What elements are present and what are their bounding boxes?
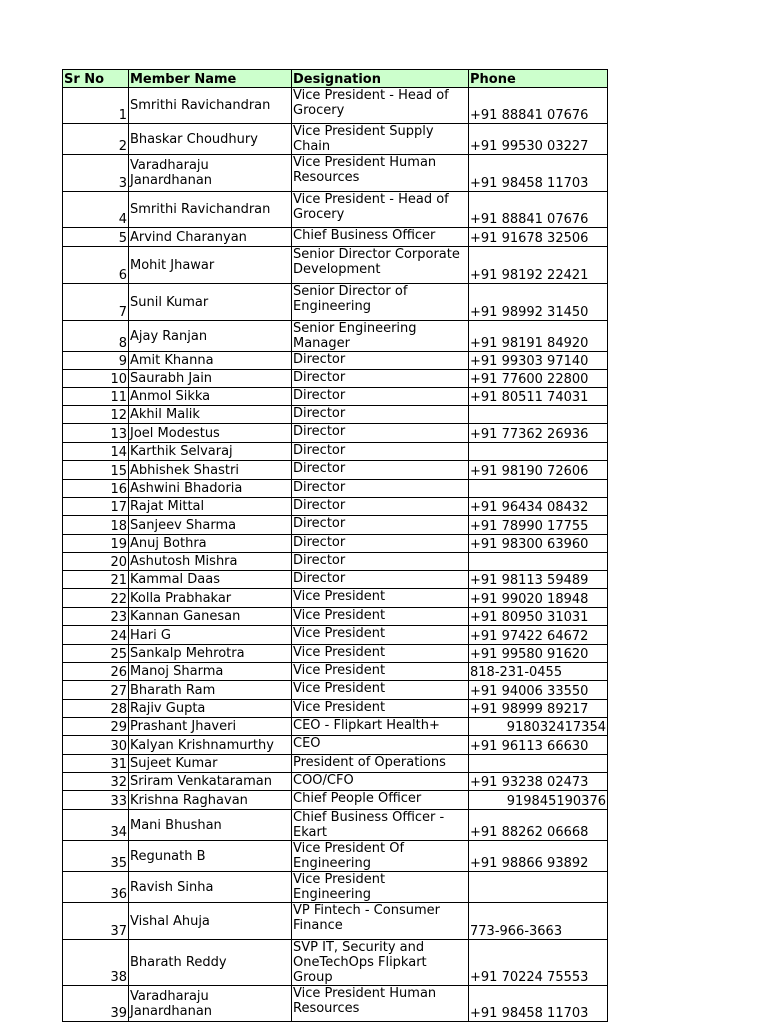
member-name-cell: Rajat Mittal	[129, 498, 292, 516]
sr-no-cell: 31	[63, 755, 129, 773]
member-name-cell: Vishal Ahuja	[129, 903, 292, 940]
designation-cell: Vice President Supply Chain	[292, 124, 469, 155]
table-row	[63, 228, 608, 247]
header-sr-no: Sr No	[63, 70, 129, 88]
designation-cell: Director	[292, 480, 469, 498]
phone-cell: +91 98113 59489	[469, 571, 608, 589]
member-name-cell: Hari G	[129, 626, 292, 645]
phone-cell: +91 80950 31031	[469, 608, 608, 626]
sr-no-cell: 20	[63, 553, 129, 571]
sr-no-cell: 25	[63, 645, 129, 663]
phone-cell: +91 88841 07676	[469, 88, 608, 124]
designation-cell: Vice President Engineering	[292, 872, 469, 903]
member-name-cell: Sunil Kumar	[129, 284, 292, 321]
member-name-cell: Ashwini Bhadoria	[129, 480, 292, 498]
header-row	[63, 70, 608, 88]
designation-cell: Director	[292, 461, 469, 480]
phone-cell: +91 98458 11703	[469, 986, 608, 1022]
table-row	[63, 498, 608, 516]
designation-cell: Chief Business Officer	[292, 228, 469, 247]
sr-no-cell: 9	[63, 352, 129, 370]
designation-cell: Vice President	[292, 626, 469, 645]
phone-cell: 919845190376	[469, 791, 608, 810]
sr-no-cell: 37	[63, 903, 129, 940]
member-name-cell: Prashant Jhaveri	[129, 718, 292, 736]
phone-cell: 918032417354	[469, 718, 608, 736]
sr-no-cell: 3	[63, 155, 129, 192]
sr-no-cell: 16	[63, 480, 129, 498]
member-name-cell: Bharath Reddy	[129, 940, 292, 986]
sr-no-cell: 19	[63, 535, 129, 553]
designation-cell: President of Operations	[292, 755, 469, 773]
designation-cell: Senior Director Corporate Development	[292, 247, 469, 284]
table-row	[63, 352, 608, 370]
sr-no-cell: 29	[63, 718, 129, 736]
sr-no-cell: 36	[63, 872, 129, 903]
phone-cell	[469, 872, 608, 903]
phone-cell: +91 99303 97140	[469, 352, 608, 370]
phone-cell: +91 98992 31450	[469, 284, 608, 321]
phone-cell: +91 98300 63960	[469, 535, 608, 553]
member-name-cell: Kannan Ganesan	[129, 608, 292, 626]
table-row	[63, 841, 608, 872]
sr-no-cell: 21	[63, 571, 129, 589]
table-row	[63, 388, 608, 406]
phone-cell: +91 78990 17755	[469, 516, 608, 535]
designation-cell: Vice President	[292, 589, 469, 608]
sr-no-cell: 2	[63, 124, 129, 155]
designation-cell: Vice President Human Resources	[292, 155, 469, 192]
member-name-cell: Joel Modestus	[129, 424, 292, 443]
sr-no-cell: 24	[63, 626, 129, 645]
table-row	[63, 155, 608, 192]
phone-cell: +91 98190 72606	[469, 461, 608, 480]
table-row	[63, 626, 608, 645]
member-name-cell: Arvind Charanyan	[129, 228, 292, 247]
table-row	[63, 535, 608, 553]
table-row	[63, 791, 608, 810]
table-row	[63, 124, 608, 155]
phone-cell	[469, 443, 608, 461]
sr-no-cell: 14	[63, 443, 129, 461]
designation-cell: Director	[292, 443, 469, 461]
table-row	[63, 608, 608, 626]
sr-no-cell: 5	[63, 228, 129, 247]
sr-no-cell: 27	[63, 681, 129, 700]
member-name-cell: Bharath Ram	[129, 681, 292, 700]
member-name-cell: Krishna Raghavan	[129, 791, 292, 810]
member-name-cell: Amit Khanna	[129, 352, 292, 370]
table-row	[63, 718, 608, 736]
designation-cell: Director	[292, 388, 469, 406]
sr-no-cell: 13	[63, 424, 129, 443]
sr-no-cell: 15	[63, 461, 129, 480]
phone-cell: +91 98458 11703	[469, 155, 608, 192]
member-table	[62, 69, 608, 1022]
phone-cell: +91 96434 08432	[469, 498, 608, 516]
designation-cell: Director	[292, 352, 469, 370]
table-row	[63, 321, 608, 352]
table-row	[63, 663, 608, 681]
sr-no-cell: 34	[63, 810, 129, 841]
table-row	[63, 589, 608, 608]
table-row	[63, 88, 608, 124]
designation-cell: Director	[292, 553, 469, 571]
phone-cell: +91 77362 26936	[469, 424, 608, 443]
designation-cell: Vice President - Head of Grocery	[292, 88, 469, 124]
phone-cell	[469, 480, 608, 498]
phone-cell: +91 96113 66630	[469, 736, 608, 755]
sr-no-cell: 30	[63, 736, 129, 755]
phone-cell: +91 99020 18948	[469, 589, 608, 608]
sr-no-cell: 7	[63, 284, 129, 321]
member-name-cell: Mani Bhushan	[129, 810, 292, 841]
designation-cell: Vice President	[292, 645, 469, 663]
table-row	[63, 773, 608, 791]
designation-cell: Director	[292, 571, 469, 589]
designation-cell: Senior Engineering Manager	[292, 321, 469, 352]
designation-cell: Vice President	[292, 700, 469, 718]
designation-cell: Director	[292, 370, 469, 388]
phone-cell: +91 98192 22421	[469, 247, 608, 284]
designation-cell: Vice President	[292, 663, 469, 681]
member-name-cell: Kammal Daas	[129, 571, 292, 589]
sr-no-cell: 18	[63, 516, 129, 535]
sr-no-cell: 11	[63, 388, 129, 406]
member-name-cell: Sanjeev Sharma	[129, 516, 292, 535]
table-row	[63, 571, 608, 589]
designation-cell: VP Fintech - Consumer Finance	[292, 903, 469, 940]
member-name-cell: Rajiv Gupta	[129, 700, 292, 718]
member-name-cell: Kolla Prabhakar	[129, 589, 292, 608]
phone-cell: +91 99530 03227	[469, 124, 608, 155]
sr-no-cell: 35	[63, 841, 129, 872]
designation-cell: Vice President	[292, 681, 469, 700]
table-row	[63, 480, 608, 498]
sr-no-cell: 38	[63, 940, 129, 986]
designation-cell: Director	[292, 406, 469, 424]
sr-no-cell: 23	[63, 608, 129, 626]
member-name-cell: Sujeet Kumar	[129, 755, 292, 773]
sr-no-cell: 26	[63, 663, 129, 681]
phone-cell: +91 98999 89217	[469, 700, 608, 718]
table-row	[63, 940, 608, 986]
member-name-cell: Sriram Venkataraman	[129, 773, 292, 791]
designation-cell: CEO - Flipkart Health+	[292, 718, 469, 736]
member-name-cell: Kalyan Krishnamurthy	[129, 736, 292, 755]
table-row	[63, 443, 608, 461]
member-name-cell: Smrithi Ravichandran	[129, 88, 292, 124]
table-row	[63, 284, 608, 321]
sr-no-cell: 22	[63, 589, 129, 608]
designation-cell: Vice President	[292, 608, 469, 626]
sr-no-cell: 6	[63, 247, 129, 284]
phone-cell	[469, 553, 608, 571]
sr-no-cell: 28	[63, 700, 129, 718]
phone-cell: 773-966-3663	[469, 903, 608, 940]
designation-cell: Senior Director of Engineering	[292, 284, 469, 321]
member-name-cell: Varadharaju Janardhanan	[129, 986, 292, 1022]
table-row	[63, 681, 608, 700]
phone-cell: +91 88262 06668	[469, 810, 608, 841]
sr-no-cell: 33	[63, 791, 129, 810]
table-row	[63, 903, 608, 940]
phone-cell: +91 80511 74031	[469, 388, 608, 406]
member-name-cell: Sankalp Mehrotra	[129, 645, 292, 663]
table-row	[63, 370, 608, 388]
phone-cell	[469, 755, 608, 773]
sr-no-cell: 12	[63, 406, 129, 424]
sr-no-cell: 10	[63, 370, 129, 388]
phone-cell: +91 98866 93892	[469, 841, 608, 872]
designation-cell: Vice President Of Engineering	[292, 841, 469, 872]
designation-cell: Director	[292, 535, 469, 553]
member-name-cell: Saurabh Jain	[129, 370, 292, 388]
member-name-cell: Regunath B	[129, 841, 292, 872]
table-row	[63, 553, 608, 571]
table-row	[63, 424, 608, 443]
member-name-cell: Bhaskar Choudhury	[129, 124, 292, 155]
designation-cell: Director	[292, 516, 469, 535]
sr-no-cell: 8	[63, 321, 129, 352]
member-name-cell: Anuj Bothra	[129, 535, 292, 553]
table-row	[63, 406, 608, 424]
member-name-cell: Mohit Jhawar	[129, 247, 292, 284]
phone-cell	[469, 406, 608, 424]
designation-cell: Vice President Human Resources	[292, 986, 469, 1022]
table-row	[63, 461, 608, 480]
phone-cell: +91 88841 07676	[469, 192, 608, 228]
sr-no-cell: 4	[63, 192, 129, 228]
member-name-cell: Varadharaju Janardhanan	[129, 155, 292, 192]
member-name-cell: Abhishek Shastri	[129, 461, 292, 480]
phone-cell: +91 99580 91620	[469, 645, 608, 663]
designation-cell: SVP IT, Security and OneTechOps Flipkart Group	[292, 940, 469, 986]
member-name-cell: Anmol Sikka	[129, 388, 292, 406]
phone-cell: +91 91678 32506	[469, 228, 608, 247]
phone-cell: +91 77600 22800	[469, 370, 608, 388]
member-name-cell: Karthik Selvaraj	[129, 443, 292, 461]
member-name-cell: Akhil Malik	[129, 406, 292, 424]
table-row	[63, 516, 608, 535]
designation-cell: Chief Business Officer - Ekart	[292, 810, 469, 841]
table-row	[63, 755, 608, 773]
header-designation: Designation	[292, 70, 469, 88]
table-row	[63, 700, 608, 718]
member-name-cell: Smrithi Ravichandran	[129, 192, 292, 228]
table-row	[63, 736, 608, 755]
table-row	[63, 986, 608, 1022]
designation-cell: Vice President - Head of Grocery	[292, 192, 469, 228]
member-name-cell: Ravish Sinha	[129, 872, 292, 903]
designation-cell: Director	[292, 424, 469, 443]
table-row	[63, 192, 608, 228]
designation-cell: Director	[292, 498, 469, 516]
member-name-cell: Ajay Ranjan	[129, 321, 292, 352]
header-phone: Phone	[469, 70, 608, 88]
phone-cell: +91 98191 84920	[469, 321, 608, 352]
sr-no-cell: 39	[63, 986, 129, 1022]
table-row	[63, 645, 608, 663]
member-name-cell: Ashutosh Mishra	[129, 553, 292, 571]
phone-cell: +91 93238 02473	[469, 773, 608, 791]
phone-cell: +91 97422 64672	[469, 626, 608, 645]
phone-cell: 818-231-0455	[469, 663, 608, 681]
member-name-cell: Manoj Sharma	[129, 663, 292, 681]
header-member-name: Member Name	[129, 70, 292, 88]
table-row	[63, 810, 608, 841]
sr-no-cell: 1	[63, 88, 129, 124]
table-row	[63, 247, 608, 284]
table-row	[63, 872, 608, 903]
designation-cell: Chief People Officer	[292, 791, 469, 810]
designation-cell: COO/CFO	[292, 773, 469, 791]
sr-no-cell: 17	[63, 498, 129, 516]
phone-cell: +91 94006 33550	[469, 681, 608, 700]
phone-cell: +91 70224 75553	[469, 940, 608, 986]
sr-no-cell: 32	[63, 773, 129, 791]
designation-cell: CEO	[292, 736, 469, 755]
